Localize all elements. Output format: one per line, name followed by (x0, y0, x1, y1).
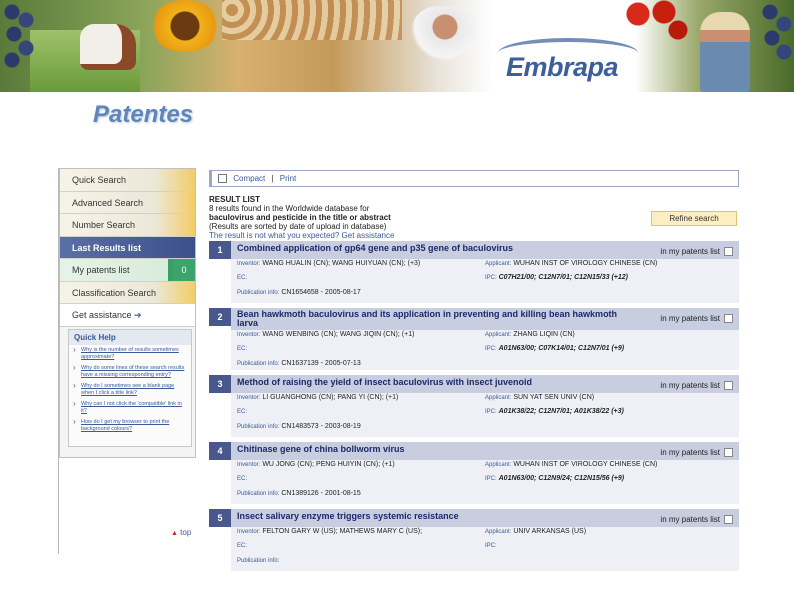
result-number: 2 (209, 308, 231, 326)
calf-image (80, 24, 136, 70)
inventor-value: WANG HUALIN (CN); WANG HUIYUAN (CN); (+3) (262, 260, 421, 267)
ipc-label: IPC: (485, 346, 497, 352)
inventor-value: LI GUANGHONG (CN); PANG YI (CN); (+1) (262, 394, 399, 401)
result-list-heading: RESULT LIST (209, 195, 260, 204)
applicant-label: Applicant: (485, 261, 512, 267)
ec-label: EC: (237, 409, 248, 415)
result-body (231, 442, 739, 504)
ipc-label: IPC: (485, 409, 497, 415)
in-list-label: in my patents list (660, 314, 720, 323)
grapes-image-right (758, 0, 794, 70)
result-number: 3 (209, 375, 231, 393)
add-to-list-checkbox[interactable] (724, 247, 733, 256)
results-panel (209, 170, 739, 576)
result-item (209, 509, 739, 576)
header-banner (0, 0, 794, 92)
applicant-value: SUN YAT SEN UNIV (CN) (513, 394, 595, 401)
result-number: 1 (209, 241, 231, 259)
publication-row (237, 423, 361, 430)
result-summary (209, 195, 739, 241)
ec-label: EC: (237, 476, 248, 482)
inventor-value: FELTON GARY W (US); MATHEWS MARY C (US); (262, 528, 423, 535)
embrapa-logo: Embrapa (506, 52, 619, 82)
inventor-row (237, 461, 395, 468)
add-to-list-checkbox[interactable] (724, 314, 733, 323)
query-text: baculovirus and pesticide in the title or abstract (209, 213, 391, 222)
result-title-link[interactable]: Chitinase gene of china bollworm virus (231, 442, 739, 460)
result-item (209, 241, 739, 308)
results-list (209, 241, 739, 576)
ipc-row (485, 408, 624, 415)
applicant-row (485, 394, 594, 401)
in-list-label: in my patents list (660, 448, 720, 457)
applicant-label: Applicant: (485, 332, 512, 338)
help-link[interactable]: › Why do I sometimes see a blank page when I click a title link? (69, 381, 191, 399)
applicant-value: UNIV ARKANSAS (US) (513, 528, 587, 535)
publication-value: CN1654658 - 2005-08-17 (281, 289, 361, 296)
add-to-list[interactable] (660, 314, 733, 323)
scientist-image (410, 6, 480, 76)
top-link-label: top (180, 528, 192, 537)
ec-label: EC: (237, 275, 248, 281)
back-to-top-link[interactable] (171, 528, 191, 537)
get-assistance-link[interactable]: The result is not what you expected? Get assistance (209, 231, 395, 240)
sidebar-item-quick-search[interactable]: Quick Search (60, 169, 195, 192)
sidebar-item-last-results[interactable]: Last Results list (60, 237, 195, 260)
ec-row (237, 345, 247, 352)
sidebar-item-label: My patents list (72, 265, 130, 275)
inventor-row (237, 331, 414, 338)
select-all-checkbox[interactable] (218, 174, 227, 183)
page-title: Patentes (93, 101, 194, 128)
inventor-value: WANG WENBING (CN); WANG JIQIN (CN); (+1) (262, 331, 415, 338)
publication-label: Publication info: (237, 424, 280, 430)
help-link[interactable]: › Why do some lines of these search results have a missing corresponding entry? (69, 363, 191, 381)
applicant-value: WUHAN INST OF VIROLOGY CHINESE (CN) (513, 461, 658, 468)
inventor-value: WU JONG (CN); PENG HUIYIN (CN); (+1) (262, 461, 395, 468)
result-body (231, 509, 739, 571)
sidebar-item-my-patents[interactable] (60, 259, 195, 282)
ipc-label: IPC: (485, 275, 497, 281)
patents-count-badge: 0 (173, 259, 195, 281)
help-link[interactable]: › How do I get my browser to print the background colours? (69, 417, 191, 435)
applicant-row (485, 528, 586, 535)
tomatoes-image (620, 0, 690, 40)
inventor-label: Inventor: (237, 261, 261, 267)
result-body (231, 241, 739, 303)
result-title-link[interactable]: Insect salivary enzyme triggers systemic resistance (231, 509, 739, 527)
applicant-label: Applicant: (485, 395, 512, 401)
arrow-circle-icon: ➔ (134, 310, 142, 320)
in-list-label: in my patents list (660, 247, 720, 256)
ipc-value: A01K38/22; C12N7/01; A01K38/22 (+3) (498, 408, 624, 415)
sidebar-item-advanced-search[interactable]: Advanced Search (60, 192, 195, 215)
results-toolbar (209, 170, 739, 187)
add-to-list-checkbox[interactable] (724, 381, 733, 390)
inventor-row (237, 394, 398, 401)
applicant-row (485, 260, 657, 267)
publication-label: Publication info: (237, 361, 280, 367)
ipc-value: C07H21/00; C12N7/01; C12N15/33 (+12) (498, 274, 629, 281)
quick-help-title: Quick Help (69, 330, 191, 345)
applicant-value: ZHANG LIQIN (CN) (513, 331, 575, 338)
applicant-label: Applicant: (485, 529, 512, 535)
result-title-link[interactable]: Combined application of gp64 gene and p35 gene of baculovirus (231, 241, 739, 259)
add-to-list[interactable] (660, 515, 733, 524)
ec-row (237, 475, 247, 482)
publication-row (237, 289, 361, 296)
ipc-row (485, 274, 628, 281)
refine-search-button[interactable]: Refine search (651, 211, 737, 226)
publication-value: CN1483573 - 2003-08-19 (281, 423, 361, 430)
sidebar-item-classification-search[interactable]: Classification Search (60, 282, 195, 305)
ipc-label: IPC: (485, 543, 497, 549)
sort-note: (Results are sorted by date of upload in database) (209, 222, 387, 231)
toolbar-separator: | (271, 174, 274, 183)
print-link[interactable]: Print (279, 174, 297, 183)
applicant-value: WUHAN INST OF VIROLOGY CHINESE (CN) (513, 260, 658, 267)
ec-label: EC: (237, 346, 248, 352)
publication-value: CN1637139 - 2005-07-13 (281, 360, 361, 367)
result-body (231, 375, 739, 437)
inventor-label: Inventor: (237, 395, 261, 401)
inventor-row (237, 260, 420, 267)
publication-row (237, 557, 279, 564)
result-number: 5 (209, 509, 231, 527)
result-number: 4 (209, 442, 231, 460)
inventor-label: Inventor: (237, 462, 261, 468)
inventor-row (237, 528, 422, 535)
result-item (209, 308, 739, 375)
result-item (209, 375, 739, 442)
up-arrow-icon: ▲ (171, 530, 178, 537)
publication-value: CN1389126 - 2001-08-15 (281, 490, 361, 497)
publication-label: Publication info: (237, 558, 280, 564)
applicant-row (485, 331, 575, 338)
sidebar-item-get-assistance[interactable] (60, 304, 195, 327)
in-list-label: in my patents list (660, 515, 720, 524)
add-to-list[interactable] (660, 247, 733, 256)
compact-link[interactable]: Compact (233, 174, 266, 183)
sidebar (59, 168, 196, 458)
espacenet-screenshot (58, 168, 746, 564)
ec-row (237, 408, 247, 415)
add-to-list-checkbox[interactable] (724, 515, 733, 524)
publication-label: Publication info: (237, 290, 280, 296)
inventor-label: Inventor: (237, 529, 261, 535)
applicant-row (485, 461, 657, 468)
sidebar-item-label: Get assistance (72, 310, 132, 320)
add-to-list[interactable] (660, 448, 733, 457)
add-to-list-checkbox[interactable] (724, 448, 733, 457)
help-link[interactable]: › Why is the number of results sometimes approximate? (69, 345, 191, 363)
beans-image (222, 0, 402, 40)
ipc-value: A01N63/00; C12N9/24; C12N15/56 (+9) (498, 475, 625, 482)
ipc-row (485, 345, 624, 352)
add-to-list[interactable] (660, 381, 733, 390)
result-title-link[interactable]: Bean hawkmoth baculovirus and its application in preventing and killing bean hawkmoth larva (231, 308, 739, 330)
sidebar-item-number-search[interactable]: Number Search (60, 214, 195, 237)
grapes-image-left (0, 0, 36, 70)
ec-row (237, 542, 247, 549)
ipc-row (485, 542, 497, 549)
farmer-image (700, 12, 750, 92)
inventor-label: Inventor: (237, 332, 261, 338)
result-body (231, 308, 739, 370)
ipc-row (485, 475, 624, 482)
publication-row (237, 360, 361, 367)
sunflower-image (150, 0, 220, 52)
result-count-text: 8 results found in the Worldwide database for (209, 204, 370, 213)
publication-row (237, 490, 361, 497)
ipc-value: A01N63/00; C07K14/01; C12N7/01 (+9) (498, 345, 625, 352)
ipc-label: IPC: (485, 476, 497, 482)
applicant-label: Applicant: (485, 462, 512, 468)
result-title-link[interactable]: Method of raising the yield of insect baculovirus with insect juvenoid (231, 375, 739, 393)
result-item (209, 442, 739, 509)
quick-help-box (68, 329, 192, 447)
ec-row (237, 274, 247, 281)
in-list-label: in my patents list (660, 381, 720, 390)
help-link[interactable]: › Why can I not click the 'compatible' link in it? (69, 399, 191, 417)
publication-label: Publication info: (237, 491, 280, 497)
ec-label: EC: (237, 543, 248, 549)
